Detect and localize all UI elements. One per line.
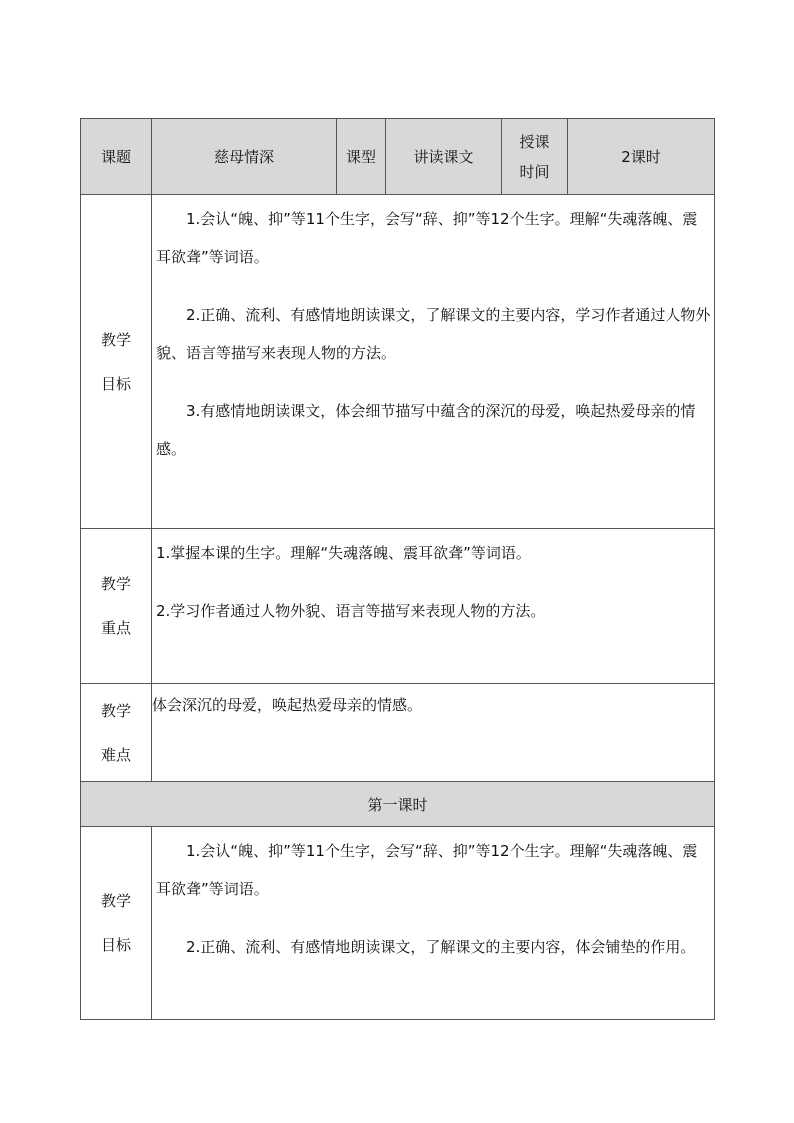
difficulties-label-line2: 难点	[100, 745, 131, 764]
key-points-label	[81, 529, 152, 684]
goals-row	[81, 195, 715, 529]
key-point-item-1: 1.掌握本课的生字。理解“失魂落魄、震耳欲聋”等词语。	[156, 544, 531, 562]
time-label-line1: 授课	[519, 132, 550, 151]
lesson1-goals-label	[81, 827, 152, 1020]
type-label: 课型	[337, 119, 386, 195]
lesson1-goal-item-2: 2.正确、流利、有感情地朗读课文，了解课文的主要内容，体会铺垫的作用。	[186, 938, 696, 956]
goals-label	[81, 195, 152, 529]
goal-item-3: 3.有感情地朗读课文，体会细节描写中蕴含的深沉的母爱，唤起热爱母亲的情感。	[156, 402, 696, 458]
key-points-row	[81, 529, 715, 684]
lesson1-title: 第一课时	[81, 782, 715, 827]
lesson1-goal-item-1: 1.会认“魄、抑”等11个生字，会写“辞、抑”等12个生字。理解“失魂落魄、震耳欲聋”等词语。	[156, 842, 698, 898]
goal-item-2: 2.正确、流利、有感情地朗读课文，了解课文的主要内容，学习作者通过人物外貌、语言等描写来表现人物的方法。	[156, 306, 711, 362]
difficulties-label-line1: 教学	[100, 701, 131, 720]
lesson-plan-table	[80, 118, 715, 1020]
lesson1-title-row	[81, 782, 715, 827]
lesson1-goals-content	[152, 827, 715, 1020]
goals-label-line1: 教学	[100, 330, 131, 349]
goals-label-line2: 目标	[100, 374, 131, 393]
key-points-label-line2: 重点	[100, 619, 131, 637]
topic-label: 课题	[81, 119, 152, 195]
time-value: 2课时	[568, 119, 715, 195]
lesson1-goals-row	[81, 827, 715, 1020]
time-label-line2: 时间	[519, 162, 550, 181]
difficulties-row	[81, 684, 715, 782]
goals-content	[152, 195, 715, 529]
time-label	[502, 119, 568, 195]
lesson1-goals-label-line1: 教学	[100, 892, 131, 910]
lesson-plan-page	[80, 118, 714, 1020]
key-point-item-2: 2.学习作者通过人物外貌、语言等描写来表现人物的方法。	[156, 602, 546, 620]
goal-item-1: 1.会认“魄、抑”等11个生字，会写“辞、抑”等12个生字。理解“失魂落魄、震耳欲聋”等词语。	[156, 210, 698, 266]
key-points-label-line1: 教学	[100, 575, 131, 593]
difficulties-label	[81, 684, 152, 782]
type-value: 讲读课文	[386, 119, 502, 195]
difficulties-text: 体会深沉的母爱，唤起热爱母亲的情感。	[152, 696, 423, 714]
lesson1-goals-label-line2: 目标	[100, 936, 131, 954]
topic-value: 慈母情深	[152, 119, 337, 195]
header-row	[81, 119, 715, 195]
difficulties-content	[152, 684, 715, 782]
key-points-content	[152, 529, 715, 684]
